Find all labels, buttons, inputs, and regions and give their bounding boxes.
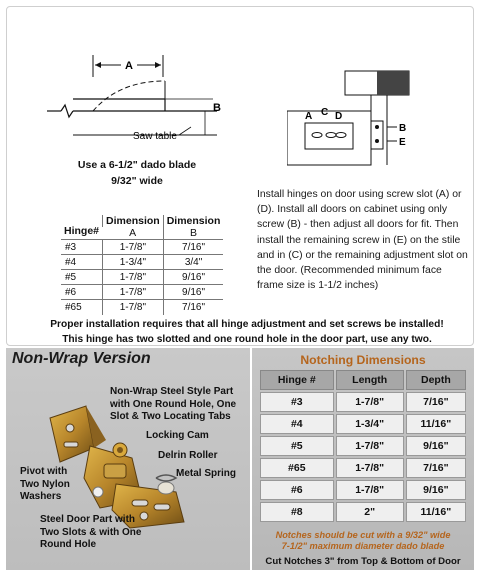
table-cell: #5: [260, 436, 334, 456]
table-cell: #8: [260, 502, 334, 522]
table-cell: #4: [260, 414, 334, 434]
table-row: [61, 285, 223, 300]
table-cell: 1-7/8": [336, 458, 404, 478]
label-metal-spring: Metal Spring: [176, 468, 237, 479]
table-cell: 9/16": [163, 285, 223, 300]
table-cell: #3: [61, 240, 103, 255]
saw-table-label: Saw table: [133, 131, 177, 142]
table-cell: 1-7/8": [103, 300, 164, 315]
notching-panel: [252, 348, 474, 570]
table-cell: #65: [61, 300, 103, 315]
table-cell: #5: [61, 270, 103, 285]
dim-header-hinge: Hinge#: [64, 225, 100, 237]
table-cell: 7/16": [163, 300, 223, 315]
table-row: [260, 414, 466, 434]
dim-subheader-b: B: [163, 227, 223, 240]
table-cell: 9/16": [163, 270, 223, 285]
table-row: [61, 255, 223, 270]
notch-note-line-1: Notches should be cut with a 9/32" wide: [275, 530, 451, 540]
label-door-part: Steel Door Part with Two Slots & with One Round Hole: [40, 514, 142, 550]
table-cell: 1-7/8": [103, 270, 164, 285]
table-cell: 11/16": [406, 414, 466, 434]
table-cell: #6: [61, 285, 103, 300]
table-cell: #6: [260, 480, 334, 500]
hinge-label-d: D: [335, 111, 343, 122]
dim-b-label: B: [213, 102, 221, 114]
dim-a-label: A: [125, 60, 133, 72]
hinge-label-b: B: [399, 123, 407, 134]
table-cell: 7/16": [406, 458, 466, 478]
notice-line-2: This hinge has two slotted and one round hole in the door part, use any two.: [62, 334, 432, 345]
table-cell: 9/16": [406, 480, 466, 500]
hinge-label-c: C: [321, 107, 329, 118]
notching-table: [258, 368, 468, 524]
dado-blade-caption: [67, 157, 207, 189]
label-locking-cam: Locking Cam: [146, 430, 209, 441]
hinge-label-e: E: [399, 137, 406, 148]
installation-panel: [6, 6, 474, 346]
table-cell: 1-3/4": [103, 255, 164, 270]
dado-line-2: 9/32" wide: [111, 175, 163, 187]
notice-line-1: Proper installation requires that all hinge adjustment and set screws be installed!: [50, 319, 444, 330]
dim-header-b: Dimension: [163, 215, 223, 227]
table-row: [61, 270, 223, 285]
notch-cut-note: Cut Notches 3" from Top & Bottom of Door: [265, 556, 461, 567]
table-row: [260, 480, 466, 500]
install-instructions: Install hinges on door using screw slot (A) or (D). Install all doors on cabinet using only screw (B) - then adjust all doors for fit. Then install the remaining screw in (E) on the stile and in (C) or the remaining adjustment slot on the door. (Recommended minimum face frame size is 1-1/2 inches): [257, 189, 468, 292]
saw-table-diagram: [41, 47, 227, 147]
label-delrin-roller: Delrin Roller: [158, 450, 218, 461]
table-cell: #65: [260, 458, 334, 478]
dado-line-1: Use a 6-1/2" dado blade: [77, 159, 197, 171]
table-row: [260, 436, 466, 456]
notching-note: [252, 530, 474, 552]
notch-note-line-2: 7-1/2" maximum diameter dado blade: [281, 541, 445, 551]
label-steel-style-part: Non-Wrap Steel Style Part with One Round Hole, One Slot & Two Locating Tabs: [110, 386, 237, 422]
notch-header-hinge: Hinge #: [260, 370, 334, 390]
table-cell: 7/16": [163, 240, 223, 255]
table-cell: 1-3/4": [336, 414, 404, 434]
hinge-install-diagram: [287, 69, 419, 169]
table-cell: 3/4": [163, 255, 223, 270]
table-row: [260, 392, 466, 412]
table-cell: 7/16": [406, 392, 466, 412]
hinge-label-a: A: [305, 111, 313, 122]
dim-header-a: Dimension: [103, 215, 164, 227]
dim-subheader-a: A: [103, 227, 164, 240]
nonwrap-title: Non-Wrap Version: [12, 350, 151, 367]
table-cell: #3: [260, 392, 334, 412]
table-cell: 1-7/8": [336, 480, 404, 500]
install-notice: [13, 317, 480, 347]
table-cell: 2": [336, 502, 404, 522]
dimension-table: [61, 215, 223, 315]
table-cell: 1-7/8": [103, 240, 164, 255]
table-cell: 1-7/8": [336, 436, 404, 456]
table-cell: 9/16": [406, 436, 466, 456]
table-cell: 11/16": [406, 502, 466, 522]
table-cell: #4: [61, 255, 103, 270]
notch-header-depth: Depth: [406, 370, 466, 390]
nonwrap-panel: [6, 348, 250, 570]
notching-title: Notching Dimensions: [300, 353, 426, 367]
table-row: [61, 300, 223, 315]
table-cell: 1-7/8": [103, 285, 164, 300]
table-row: [260, 458, 466, 478]
table-row: [260, 502, 466, 522]
label-pivot: Pivot with Two Nylon Washers: [20, 466, 70, 502]
table-cell: 1-7/8": [336, 392, 404, 412]
table-row: [61, 240, 223, 255]
notch-header-length: Length: [336, 370, 404, 390]
